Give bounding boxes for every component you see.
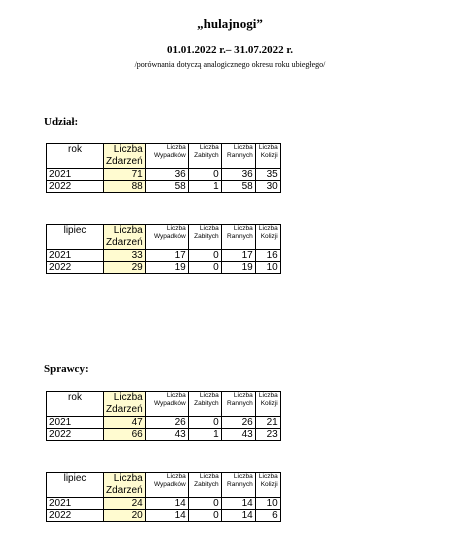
cell-zdarzen: 88 — [104, 181, 146, 193]
header-wypadkow: Liczba Wypadków — [145, 392, 188, 417]
header-wypadkow: Liczba Wypadków — [145, 144, 188, 169]
cell-year: 2021 — [47, 250, 104, 262]
cell-rannych: 36 — [221, 169, 255, 181]
cell-kolizji: 10 — [255, 262, 280, 274]
table-header-row — [47, 473, 281, 498]
table-row — [47, 429, 281, 441]
table-row — [47, 181, 281, 193]
header-kolizji: Liczba Kolizji — [255, 473, 280, 498]
cell-zdarzen: 29 — [104, 262, 146, 274]
cell-zabitych: 1 — [188, 429, 221, 441]
cell-zdarzen: 47 — [104, 417, 146, 429]
cell-year: 2022 — [47, 510, 104, 522]
cell-zdarzen: 24 — [104, 498, 146, 510]
cell-wypadkow: 58 — [145, 181, 188, 193]
cell-zdarzen: 66 — [104, 429, 146, 441]
cell-kolizji: 16 — [255, 250, 280, 262]
header-period: rok — [47, 144, 104, 169]
table-udzial-lipiec — [46, 224, 281, 274]
table-header-row — [47, 144, 281, 169]
header-period: rok — [47, 392, 104, 417]
cell-zabitych: 0 — [188, 250, 221, 262]
cell-wypadkow: 14 — [145, 498, 188, 510]
header-wypadkow: Liczba Wypadków — [145, 225, 188, 250]
header-zdarzen: Liczba Zdarzeń — [104, 473, 146, 498]
header-period: lipiec — [47, 473, 104, 498]
cell-kolizji: 30 — [255, 181, 280, 193]
cell-wypadkow: 43 — [145, 429, 188, 441]
table-header-row — [47, 392, 281, 417]
header-zdarzen: Liczba Zdarzeń — [104, 225, 146, 250]
table-row — [47, 417, 281, 429]
table-row — [47, 169, 281, 181]
header-zdarzen: Liczba Zdarzeń — [104, 144, 146, 169]
table-row — [47, 498, 281, 510]
section-label-udzial: Udział: — [44, 116, 79, 128]
cell-zdarzen: 20 — [104, 510, 146, 522]
cell-year: 2021 — [47, 169, 104, 181]
cell-kolizji: 21 — [255, 417, 280, 429]
header-zabitych: Liczba Zabitych — [188, 225, 221, 250]
cell-kolizji: 6 — [255, 510, 280, 522]
cell-rannych: 19 — [221, 262, 255, 274]
header-zabitych: Liczba Zabitych — [188, 144, 221, 169]
header-kolizji: Liczba Kolizji — [255, 225, 280, 250]
header-kolizji: Liczba Kolizji — [255, 392, 280, 417]
document-title: „hulajnogi” — [197, 16, 263, 31]
header-zabitych: Liczba Zabitych — [188, 473, 221, 498]
cell-wypadkow: 26 — [145, 417, 188, 429]
cell-year: 2021 — [47, 498, 104, 510]
cell-kolizji: 35 — [255, 169, 280, 181]
header-rannych: Liczba Rannych — [221, 392, 255, 417]
header-rannych: Liczba Rannych — [221, 225, 255, 250]
cell-rannych: 58 — [221, 181, 255, 193]
table-row — [47, 250, 281, 262]
cell-rannych: 26 — [221, 417, 255, 429]
header-rannych: Liczba Rannych — [221, 473, 255, 498]
header-kolizji: Liczba Kolizji — [255, 144, 280, 169]
cell-year: 2021 — [47, 417, 104, 429]
cell-zdarzen: 33 — [104, 250, 146, 262]
cell-wypadkow: 36 — [145, 169, 188, 181]
cell-zabitych: 0 — [188, 262, 221, 274]
cell-zabitych: 0 — [188, 417, 221, 429]
cell-zabitych: 0 — [188, 498, 221, 510]
header-period: lipiec — [47, 225, 104, 250]
cell-zabitych: 1 — [188, 181, 221, 193]
table-udzial-rok — [46, 143, 281, 193]
cell-zabitych: 0 — [188, 169, 221, 181]
cell-rannych: 14 — [221, 510, 255, 522]
cell-rannych: 43 — [221, 429, 255, 441]
table-header-row — [47, 225, 281, 250]
comparison-note: /porównania dotyczą analogicznego okresu roku ubiegłego/ — [134, 60, 326, 69]
cell-year: 2022 — [47, 429, 104, 441]
cell-wypadkow: 14 — [145, 510, 188, 522]
table-row — [47, 262, 281, 274]
section-label-sprawcy: Sprawcy: — [44, 363, 89, 375]
header-rannych: Liczba Rannych — [221, 144, 255, 169]
cell-kolizji: 23 — [255, 429, 280, 441]
cell-year: 2022 — [47, 181, 104, 193]
cell-wypadkow: 17 — [145, 250, 188, 262]
table-row — [47, 510, 281, 522]
header-zabitych: Liczba Zabitych — [188, 392, 221, 417]
cell-rannych: 14 — [221, 498, 255, 510]
period-heading: 01.01.2022 r.– 31.07.2022 r. — [167, 44, 293, 56]
cell-zabitych: 0 — [188, 510, 221, 522]
cell-zdarzen: 71 — [104, 169, 146, 181]
table-sprawcy-rok — [46, 391, 281, 441]
cell-kolizji: 10 — [255, 498, 280, 510]
header-zdarzen: Liczba Zdarzeń — [104, 392, 146, 417]
table-sprawcy-lipiec — [46, 472, 281, 522]
header-wypadkow: Liczba Wypadków — [145, 473, 188, 498]
cell-wypadkow: 19 — [145, 262, 188, 274]
cell-year: 2022 — [47, 262, 104, 274]
cell-rannych: 17 — [221, 250, 255, 262]
